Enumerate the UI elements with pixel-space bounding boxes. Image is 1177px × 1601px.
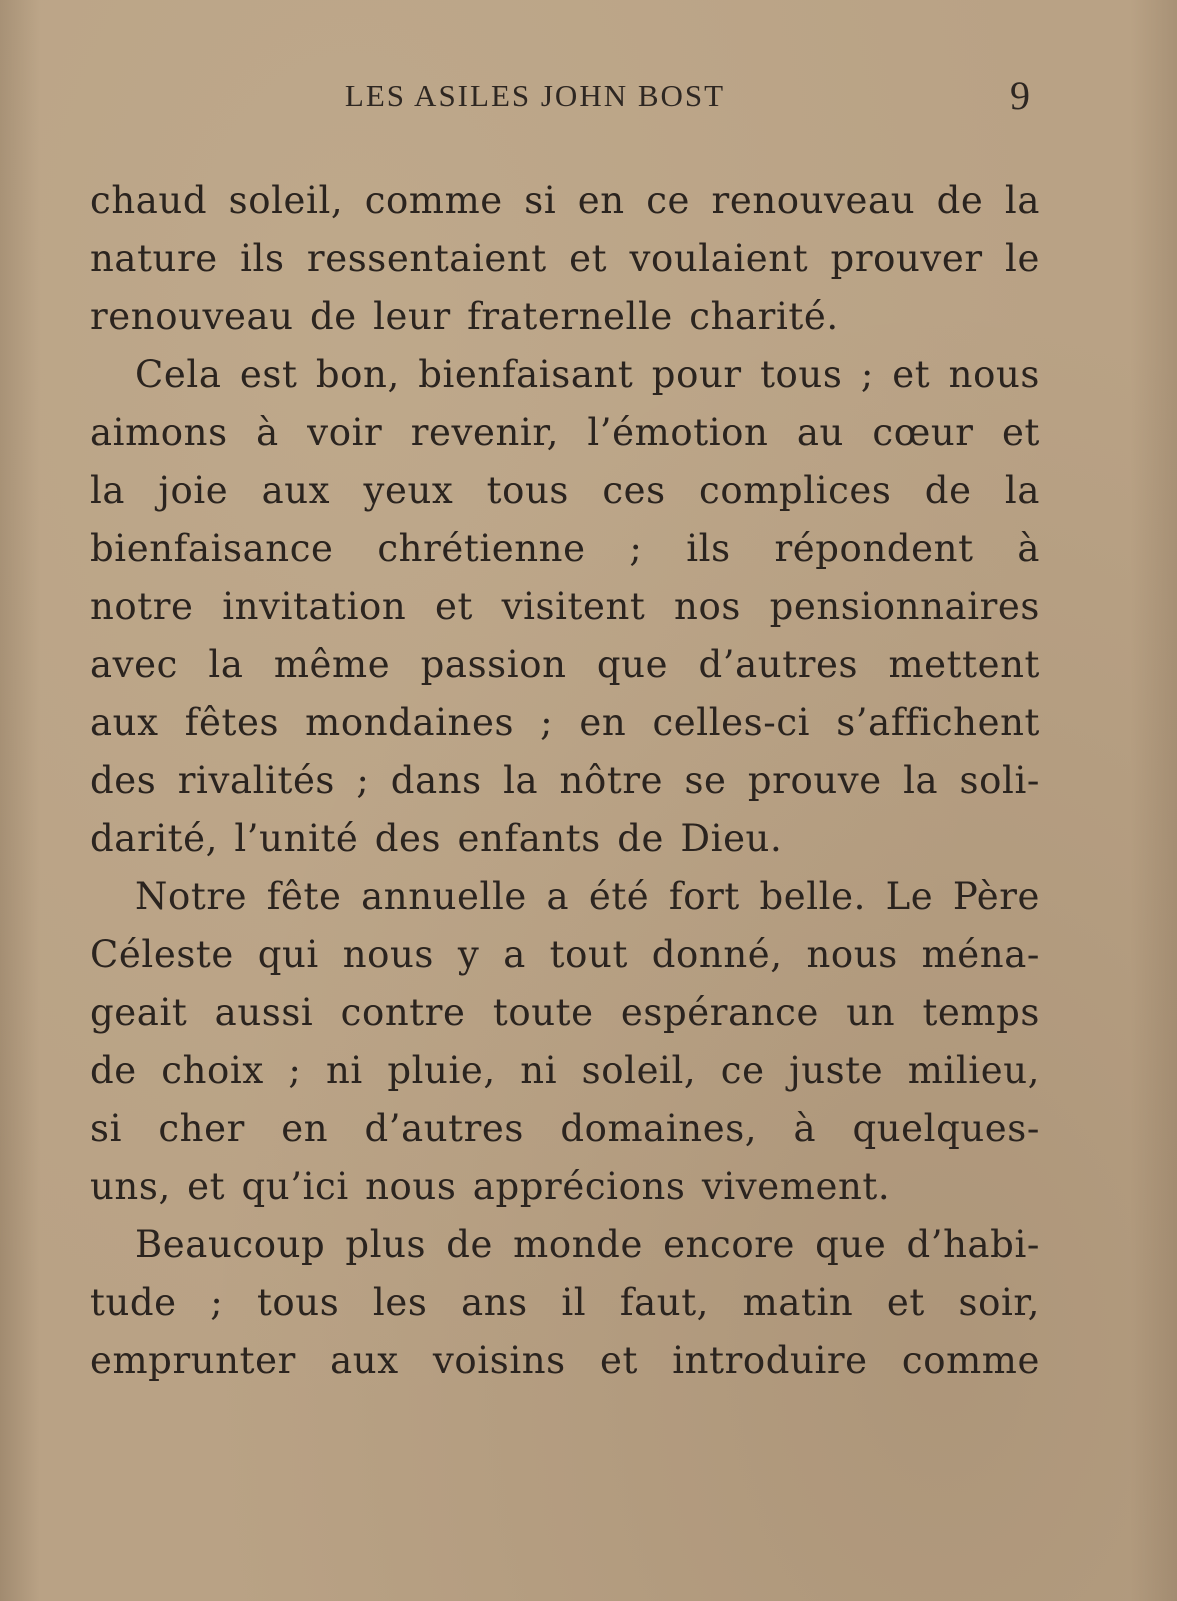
text-line: nature ils ressentaient et voulaient prouver le	[90, 237, 1040, 280]
text-line: renouveau de leur fraternelle charité.	[90, 295, 839, 338]
text-line: notre invitation et visitent nos pensionnaires	[90, 585, 1040, 628]
page-number: 9	[1010, 73, 1030, 118]
text-line: aimons à voir revenir, l’émotion au cœur et	[90, 411, 1040, 454]
text-line: des rivalités ; dans la nôtre se prouve la soli-	[90, 759, 1040, 802]
text-line: Céleste qui nous y a tout donné, nous ména-	[90, 933, 1040, 976]
text-line: bienfaisance chrétienne ; ils répondent à	[90, 527, 1040, 570]
running-title: LES ASILES JOHN BOST	[344, 78, 726, 113]
text-line: aux fêtes mondaines ; en celles-ci s’affichent	[90, 701, 1040, 744]
text-line: tude ; tous les ans il faut, matin et soir,	[90, 1281, 1040, 1324]
text-line: chaud soleil, comme si en ce renouveau de la	[90, 179, 1040, 222]
text-line: si cher en d’autres domaines, à quelques-	[90, 1107, 1040, 1150]
text-line: geait aussi contre toute espérance un temps	[90, 991, 1040, 1034]
text-line: la joie aux yeux tous ces complices de la	[90, 469, 1040, 512]
text-line: darité, l’unité des enfants de Dieu.	[90, 817, 783, 860]
text-line: uns, et qu’ici nous apprécions vivement.	[90, 1165, 891, 1208]
text-line: avec la même passion que d’autres mettent	[90, 643, 1040, 686]
running-head	[95, 73, 1030, 118]
text-line: Beaucoup plus de monde encore que d’habi-	[135, 1223, 1040, 1266]
text-line: Cela est bon, bienfaisant pour tous ; et nous	[135, 353, 1040, 396]
text-line: Notre fête annuelle a été fort belle. Le Père	[135, 875, 1040, 918]
text-line: emprunter aux voisins et introduire comme	[90, 1339, 1040, 1382]
text-line: de choix ; ni pluie, ni soleil, ce juste milieu,	[90, 1049, 1040, 1092]
body-text	[90, 172, 1040, 1390]
